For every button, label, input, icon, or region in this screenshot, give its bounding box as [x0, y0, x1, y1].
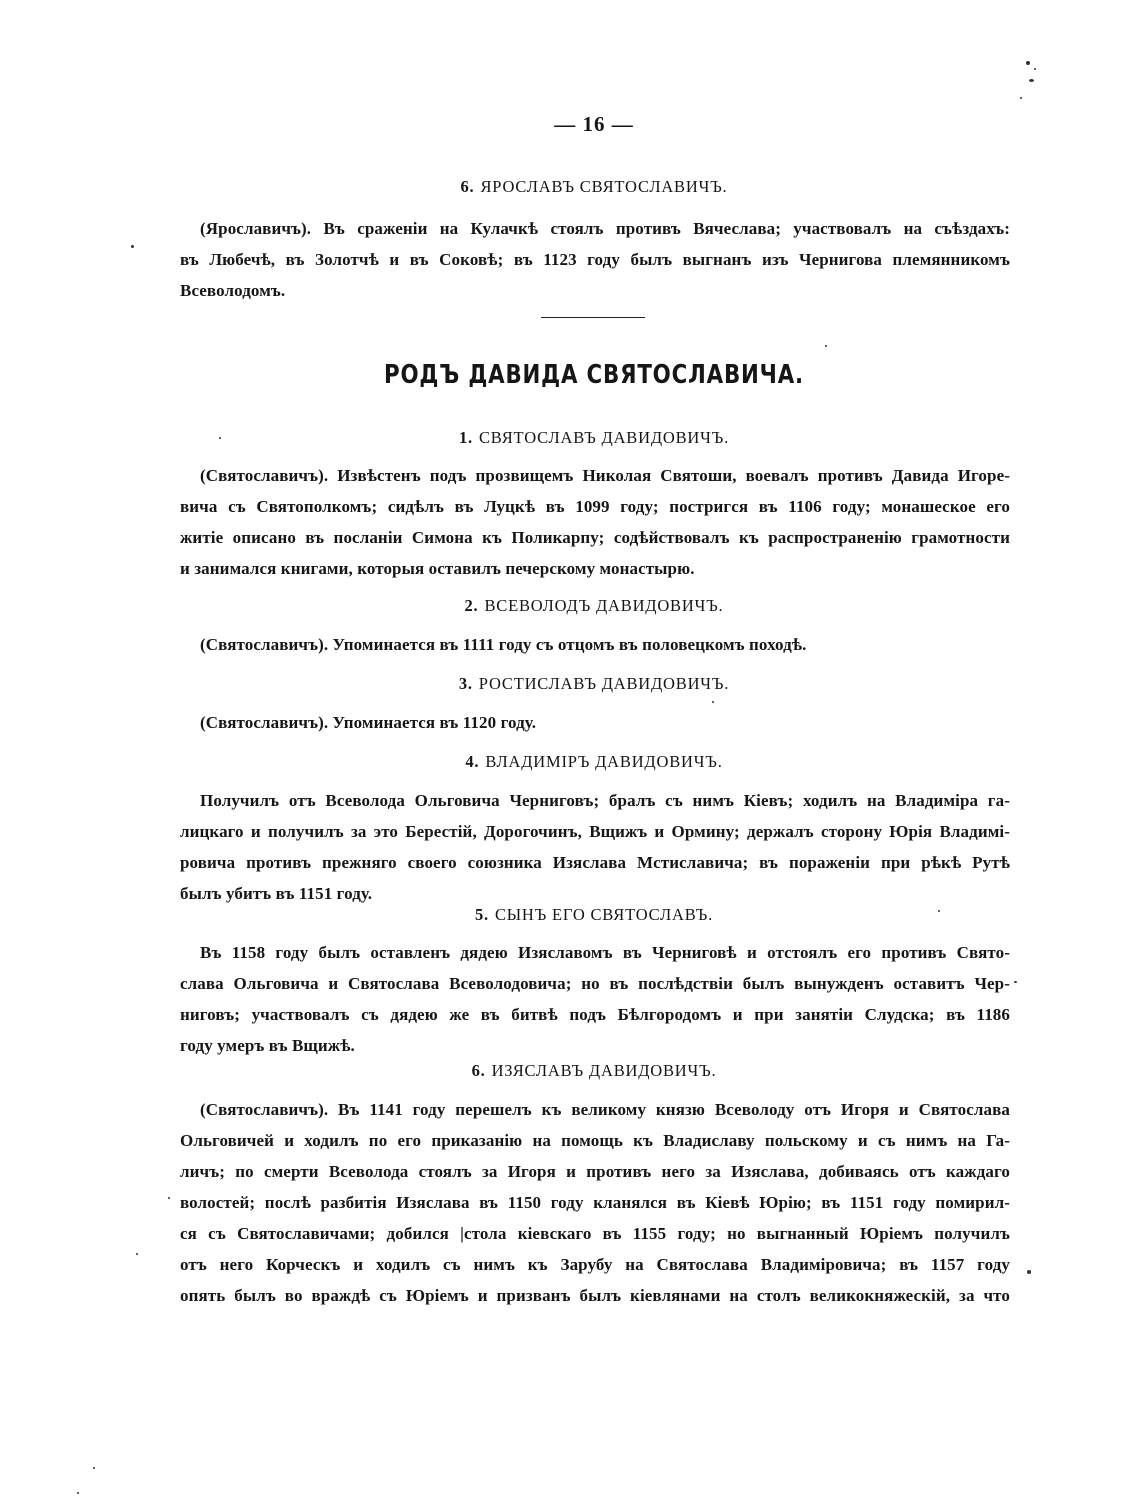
entry-number: 1. [458, 428, 473, 447]
entry-heading [0, 428, 1140, 448]
scan-speck [219, 437, 221, 439]
page-number: — 16 — [554, 112, 634, 136]
text-line: (Ярославичъ). Въ сраженіи на Кулачкѣ стоялъ противъ Вячеслава; участвовалъ на съѣздахъ: [200, 219, 1010, 238]
text-line: личъ; по смерти Всеволода стоялъ за Игоря и противъ него за Изяслава, добиваясь отъ каждаго [180, 1162, 1010, 1181]
entry-text [180, 707, 1010, 738]
text-line: ровича противъ прежняго своего союзника Изяслава Мстиславича; въ пораженіи при рѣкѣ Рутѣ [180, 853, 1010, 872]
text-line: Ольговичей и ходилъ по его приказанію на помощь къ Владиславу польскому и съ нимъ на Га- [180, 1131, 1010, 1150]
entry-number: 3. [458, 674, 473, 693]
entry-name: СЫНЪ ЕГО СВЯТОСЛАВЪ. [494, 905, 714, 924]
text-line: волостей; послѣ разбитія Изяслава въ 1150 году кланялся въ Кіевѣ Юрію; въ 1151 году помирил- [180, 1193, 1010, 1212]
scan-speck [1020, 97, 1022, 99]
text-line: лицкаго и получилъ за это Берестій, Дорогочинъ, Вщижъ и Ормину; держалъ сторону Юрія Владимі- [180, 822, 1010, 841]
entry-text [180, 213, 1010, 306]
entry-heading [0, 596, 1140, 616]
entry-number: 6. [460, 177, 475, 196]
text-line: Получилъ отъ Всеволода Ольговича Черниговъ; бралъ съ нимъ Кіевъ; ходилъ на Владиміра га- [200, 791, 1010, 810]
entry-name: СВЯТОСЛАВЪ ДАВИДОВИЧЪ. [478, 428, 730, 447]
text-line: (Святославичъ). Упоминается въ 1120 году. [200, 713, 537, 732]
scan-speck [168, 1197, 170, 1199]
scan-speck [93, 1467, 95, 1469]
entry-heading [0, 674, 1140, 694]
entry-name: ВСЕВОЛОДЪ ДАВИДОВИЧЪ. [484, 596, 724, 615]
scan-speck [712, 701, 714, 703]
entry-number: 5. [474, 905, 489, 924]
separator-rule [541, 317, 645, 318]
scan-speck [938, 910, 940, 912]
text-line: (Святославичъ). Извѣстенъ подъ прозвищемъ Николая Святоши, воевалъ противъ Давида Игоре- [200, 466, 1010, 485]
entry-heading [0, 905, 1140, 925]
scan-speck [77, 1492, 79, 1494]
text-line: (Святославичъ). Упоминается въ 1111 году съ отцомъ въ половецкомъ походѣ. [200, 635, 807, 654]
scan-speck [136, 1253, 138, 1255]
text-line: опять былъ во враждѣ съ Юріемъ и призванъ былъ кіевлянами на столъ великокняжескій, за что [180, 1286, 1010, 1305]
text-line: слава Ольговича и Святослава Всеволодовича; но въ послѣдствіи былъ вынужденъ оставитъ Чер- [180, 974, 1010, 993]
scan-speck [1027, 1270, 1031, 1274]
entry-text [180, 629, 1010, 660]
text-line: и занимался книгами, которыя оставилъ печерскому монастырю. [180, 559, 695, 578]
text-line: ся съ Святославичами; добился |стола кіевскаго въ 1155 году; но выгнанный Юріемъ получилъ [180, 1224, 1010, 1243]
entry-heading [0, 177, 1140, 197]
text-line: Въ 1158 году былъ оставленъ дядею Изяславомъ въ Черниговѣ и отстоялъ его противъ Свято- [200, 943, 1010, 962]
text-line: вича съ Святополкомъ; сидѣлъ въ Луцкѣ въ 1099 году; постригся въ 1106 году; монашеское его [180, 497, 1010, 516]
text-line: году умеръ въ Вщижѣ. [180, 1036, 355, 1055]
scan-speck [1026, 61, 1030, 65]
entry-text [180, 937, 1010, 1061]
text-line: ниговъ; участвовалъ съ дядею же въ битвѣ подъ Бѣлгородомъ и при занятіи Слудска; въ 1186 [180, 1005, 1010, 1024]
entry-name: ИЗЯСЛАВЪ ДАВИДОВИЧЪ. [491, 1061, 717, 1080]
text-line: въ Любечѣ, въ Золотчѣ и въ Соковѣ; въ 1123 году былъ выгнанъ изъ Чернигова племянникомъ [180, 250, 1010, 269]
entry-number: 2. [464, 596, 479, 615]
entry-number: 4. [465, 752, 480, 771]
entry-heading [0, 1061, 1140, 1081]
text-line: Всеволодомъ. [180, 281, 286, 300]
scan-speck [1029, 79, 1034, 82]
entry-name: РОСТИСЛАВЪ ДАВИДОВИЧЪ. [478, 674, 730, 693]
entry-text [180, 785, 1010, 909]
scan-speck [1014, 981, 1017, 983]
scan-speck [131, 245, 134, 248]
entry-number: 6. [471, 1061, 486, 1080]
section-title: РОДЪ ДАВИДА СВЯТОСЛАВИЧА. [384, 360, 804, 390]
entry-heading [0, 752, 1140, 772]
entry-name: ЯРОСЛАВЪ СВЯТОСЛАВИЧЪ. [480, 177, 728, 196]
entry-text [180, 460, 1010, 584]
text-line: (Святославичъ). Въ 1141 году перешелъ къ великому князю Всеволоду отъ Игоря и Святослава [200, 1100, 1010, 1119]
text-line: житіе описано въ посланіи Симона къ Поликарпу; содѣйствовалъ къ распространенію грамотности [180, 528, 1010, 547]
entry-name: ВЛАДИМІРЪ ДАВИДОВИЧЪ. [485, 752, 723, 771]
text-line: отъ него Корческъ и ходилъ съ нимъ къ Зарубу на Святослава Владиміровича; въ 1157 году [180, 1255, 1010, 1274]
scan-speck [825, 345, 827, 347]
entry-text [180, 1094, 1010, 1311]
text-line: былъ убитъ въ 1151 году. [180, 884, 373, 903]
scan-speck [1034, 68, 1036, 70]
